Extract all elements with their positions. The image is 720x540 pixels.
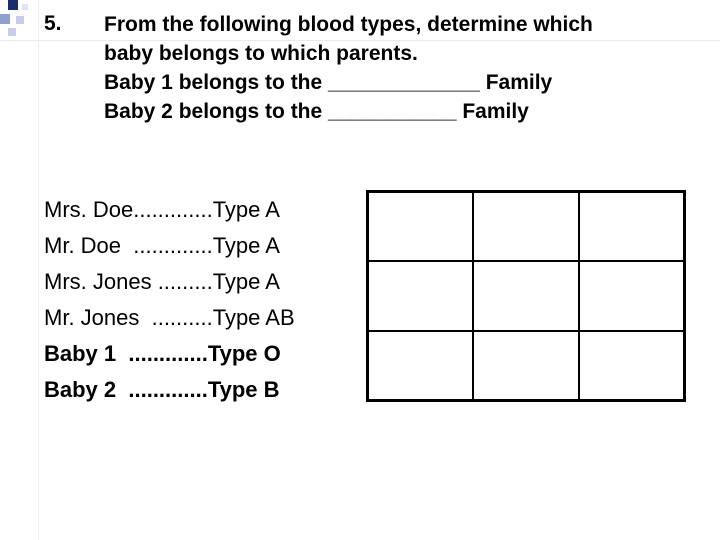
question-line-baby1: Baby 1 belongs to the _____________ Family [104,71,553,94]
punnett-square-grid [366,190,686,402]
grid-cell [473,261,578,330]
blood-type-row-baby2: Baby 2 .............Type B [44,377,280,402]
decor-square [16,16,24,24]
grid-cell [473,331,578,400]
blood-type-row-mr-jones: Mr. Jones ..........Type AB [44,305,295,330]
decor-vertical-rule [38,0,39,540]
blood-type-row-baby1: Baby 1 .............Type O [44,341,281,366]
decor-square [8,0,18,10]
decor-square [22,4,28,10]
grid-cell [579,331,684,400]
question-text [104,10,593,126]
decor-square [0,14,10,24]
decor-square [8,28,16,36]
blood-type-row-mrs-doe: Mrs. Doe.............Type A [44,197,280,222]
question-line-baby2: Baby 2 belongs to the ___________ Family [104,100,529,123]
grid-cell [368,261,473,330]
grid-cell [368,331,473,400]
blood-type-row-mr-doe: Mr. Doe .............Type A [44,233,280,258]
question-number: 5. [44,12,62,35]
blood-type-list [44,192,295,408]
grid-cell [368,192,473,261]
grid-cell [579,192,684,261]
question-line: From the following blood types, determine which [104,13,593,36]
question-line: baby belongs to which parents. [104,42,418,65]
grid-cell [473,192,578,261]
blood-type-row-mrs-jones: Mrs. Jones .........Type A [44,269,280,294]
grid-cell [579,261,684,330]
